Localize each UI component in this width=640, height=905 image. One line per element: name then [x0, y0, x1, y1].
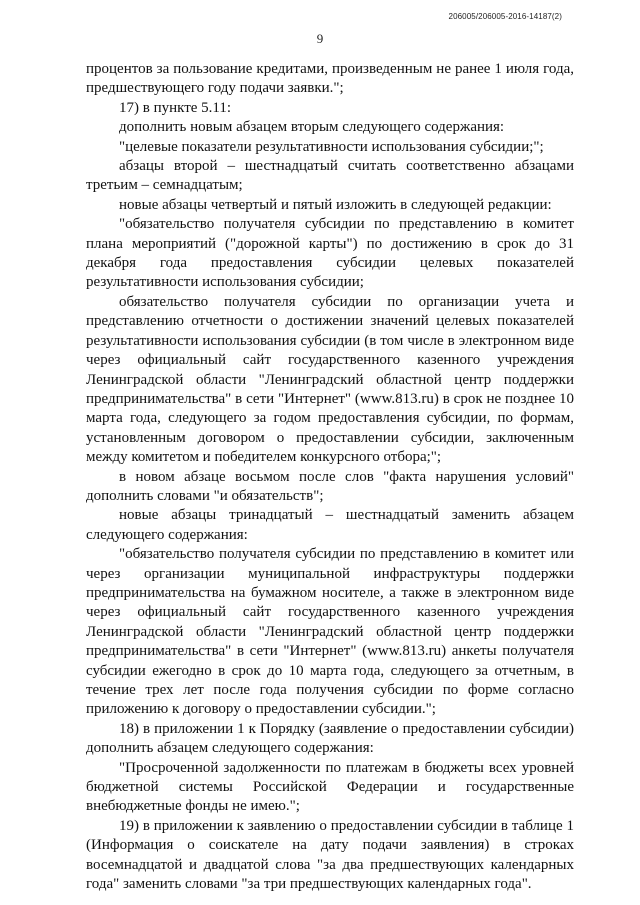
paragraph: 19) в приложении к заявлению о предоставлении субсидии в таблице 1 (Информация о соискателе на дату подачи заявления) в строках восемнадцатой и двадцатой слова "за два предшествующих календарных года" заменить словами "за три предшествующих календарных года".: [86, 817, 574, 893]
paragraph: обязательство получателя субсидии по организации учета и представлению отчетности о достижении значений целевых показателей результативности использования субсидии (в том числе в электронном виде через официальный сайт государственного казенного учреждения Ленинградской области "Ленинградский областной центр поддержки предпринимательства" в сети "Интернет" (www.813.ru) в срок не позднее 10 марта года, следующего за годом предоставления субсидии, по формам, установленным договором о предоставлении субсидии, заключенным между комитетом и победителем конкурсного отбора;";: [86, 293, 574, 466]
page-number: 9: [316, 31, 324, 46]
paragraph: "обязательство получателя субсидии по представлению в комитет плана мероприятий ("дорожной карты") по достижению в срок до 31 декабря года предоставления субсидии целевых показателей результативности использования субсидии;: [86, 216, 574, 291]
paragraph: "Просроченной задолженности по платежам в бюджеты всех уровней бюджетной системы Российской Федерации и государственные внебюджетные фонды не имею.";: [86, 759, 574, 815]
document-id: 206005/206005-2016-14187(2): [448, 12, 562, 21]
paragraph: дополнить новым абзацем вторым следующего содержания:: [119, 119, 505, 136]
paragraph: процентов за пользование кредитами, произведенным не ранее 1 июля года, предшествующего году подачи заявки.";: [86, 61, 574, 97]
paragraph: новые абзацы тринадцатый – шестнадцатый заменить абзацем следующего содержания:: [86, 507, 574, 543]
paragraph: "обязательство получателя субсидии по представлению в комитет или через организации муниципальной инфраструктуры поддержки предпринимательства на бумажном носителе, а также в электронном виде через официальный сайт государственного казенного учреждения Ленинградской области "Ленинградский областной центр поддержки предпринимательства" в сети "Интернет" (www.813.ru) анкеты получателя субсидии ежегодно в срок до 10 марта года, следующего за отчетным, в течение трех лет после года получения субсидии по форме согласно приложению к договору о предоставлении субсидии.";: [86, 546, 574, 718]
paragraph: "целевые показатели результативности использования субсидии;";: [119, 138, 544, 155]
document-body: [86, 60, 574, 894]
paragraph: абзацы второй – шестнадцатый считать соответственно абзацами третьим – семнадцатым;: [86, 158, 574, 194]
paragraph: 17) в пункте 5.11:: [119, 99, 232, 116]
paragraph: в новом абзаце восьмом после слов "факта нарушения условий" дополнить словами "и обязательств";: [86, 468, 574, 504]
paragraph: новые абзацы четвертый и пятый изложить в следующей редакции:: [119, 196, 552, 213]
paragraph: 18) в приложении 1 к Порядку (заявление о предоставлении субсидии) дополнить абзацем следующего содержания:: [86, 720, 574, 757]
